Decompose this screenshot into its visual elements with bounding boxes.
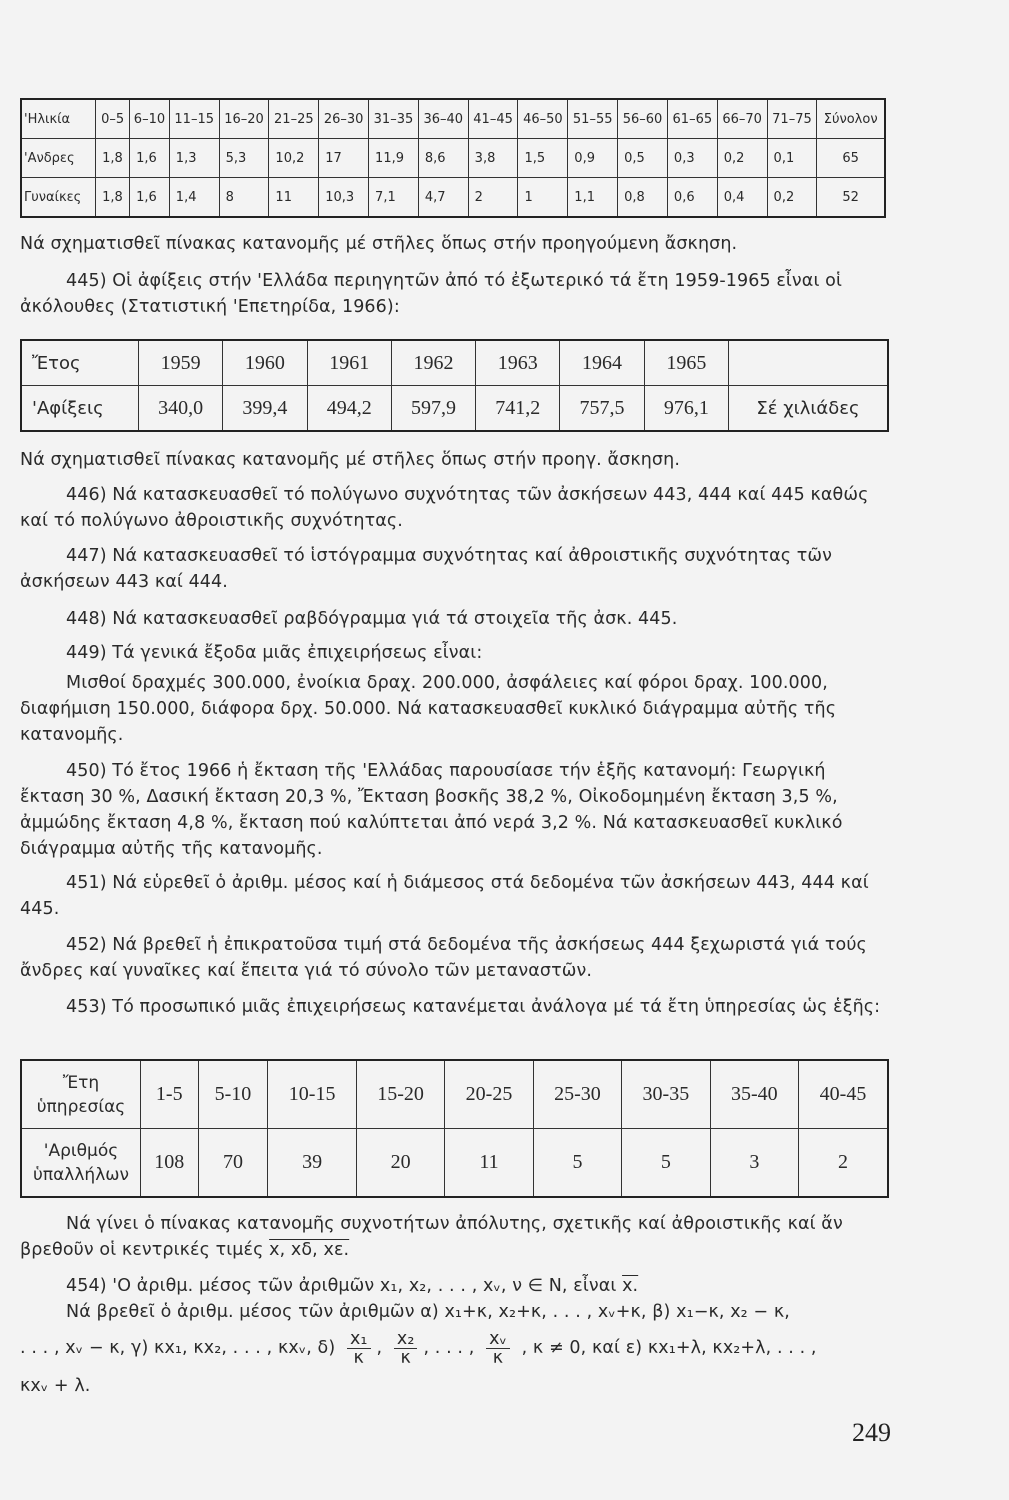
women-value-cell: 0,8 <box>618 178 668 218</box>
men-row <box>21 139 885 178</box>
exercise-454 <box>20 1273 892 1299</box>
fraction-denominator: κ <box>492 1347 504 1368</box>
men-value-cell: 11,9 <box>369 139 419 178</box>
exercise-446: 446) Νά κατασκευασθεῖ τό πολύγωνο συχνότητας τῶν ἀσκήσεων 443, 444 καί 445 καθώς καί τό πολύγωνο ἀθροιστικῆς συχνότητας. <box>20 485 869 531</box>
range-cell: 15-20 <box>356 1060 444 1129</box>
year-cell: 1962 <box>391 340 475 386</box>
year-cell: 1960 <box>223 340 307 386</box>
women-value-cell: 1,4 <box>169 178 219 218</box>
fraction-numerator: x₂ <box>394 1330 418 1349</box>
staff-service-table <box>20 1059 889 1198</box>
year-cell: 1961 <box>307 340 391 386</box>
men-total-cell: 65 <box>817 139 885 178</box>
women-row <box>21 178 885 218</box>
exercise-448: 448) Νά κατασκευασθεῖ ραβδόγραμμα γιά τά στοιχεῖα τῆς ἀσκ. 445. <box>66 609 678 629</box>
arrivals-cell: 340,0 <box>139 386 223 432</box>
mean-symbol: x. <box>622 1276 639 1296</box>
men-value-cell: 1,6 <box>130 139 170 178</box>
men-value-cell: 1,3 <box>169 139 219 178</box>
row-label-year: Ἔτος <box>21 340 139 386</box>
women-total-cell: 52 <box>817 178 885 218</box>
women-value-cell: 1 <box>518 178 568 218</box>
count-cell: 5 <box>622 1129 710 1198</box>
range-cell: 25-30 <box>533 1060 621 1129</box>
frequency-paragraph <box>20 1211 892 1263</box>
men-value-cell: 10,2 <box>269 139 319 178</box>
count-cell: 11 <box>445 1129 533 1198</box>
label-line: ὑπαλλήλων <box>33 1164 129 1185</box>
women-value-cell: 4,7 <box>418 178 468 218</box>
row-label-women: Γυναίκες <box>21 178 96 218</box>
employee-count-row <box>21 1129 888 1198</box>
paragraph: Νά σχηματισθεῖ πίνακας κατανομῆς μέ στῆλες ὅπως στήν προηγούμενη ἄσκηση. <box>20 234 738 254</box>
year-cell: 1964 <box>560 340 644 386</box>
exercise-449: 449) Τά γενικά ἔξοδα μιᾶς ἐπιχειρήσεως εἶναι: <box>66 643 483 663</box>
fraction <box>486 1330 510 1367</box>
expenses-paragraph: Μισθοί δραχμές 300.000, ἐνοίκια δραχ. 200.000, ἀσφάλειες καί φόροι δραχ. 100.000, διαφήμιση 150.000, διάφορα δρχ. 50.000. Νά κατασκευασθεῖ κυκλικό διάγραμμα αὐτῆς τῆς κατανομῆς. <box>20 673 837 745</box>
men-value-cell: 17 <box>319 139 369 178</box>
arrivals-cell: 399,4 <box>223 386 307 432</box>
age-group-cell: 41–45 <box>468 99 518 139</box>
label-line: Ἔτη <box>62 1072 100 1093</box>
age-distribution-table <box>20 98 886 218</box>
range-cell: 5-10 <box>198 1060 268 1129</box>
count-cell: 3 <box>710 1129 798 1198</box>
paragraph-text: Νά γίνει ὁ πίνακας κατανομῆς συχνοτήτων ἀπόλυτης, σχετικῆς καί ἀθροιστικῆς καί ἄν βρεθοῦν οἱ κεντρικές τιμές <box>20 1214 843 1260</box>
women-value-cell: 2 <box>468 178 518 218</box>
age-group-cell: 26–30 <box>319 99 369 139</box>
men-value-cell: 0,1 <box>767 139 817 178</box>
men-value-cell: 8,6 <box>418 139 468 178</box>
formula-line: . . . , xᵥ − κ, γ) κx₁, κx₂, . . . , κxᵥ, δ) $\frac{\text{x₁}}{\kappa}$ , $\frac{\text{x₂}}{\kappa}$ , . . . , $\frac{\text{xᵥ}}{\kappa}$ , κ ≠ 0, καί ε) κx₁+λ, κx₂+λ, . . . , <box>20 1328 817 1368</box>
count-cell: 39 <box>268 1129 356 1198</box>
paragraph-text: , κ ≠ 0, καί ε) κx₁+λ, κx₂+λ, . . . , <box>521 1338 817 1358</box>
age-group-cell: 61–65 <box>667 99 717 139</box>
range-cell: 40-45 <box>799 1060 888 1129</box>
fraction-numerator: x₁ <box>347 1330 371 1349</box>
fraction-denominator: κ <box>400 1347 411 1368</box>
central-values: x, xδ, xε. <box>269 1240 350 1260</box>
row-label-service-years <box>21 1060 141 1129</box>
age-group-cell: 46–50 <box>518 99 568 139</box>
women-value-cell: 0,6 <box>667 178 717 218</box>
men-value-cell: 0,9 <box>568 139 618 178</box>
men-value-cell: 1,5 <box>518 139 568 178</box>
women-value-cell: 10,3 <box>319 178 369 218</box>
age-group-cell: 21–25 <box>269 99 319 139</box>
row-label-age: 'Ηλικία <box>21 99 96 139</box>
range-cell: 1-5 <box>141 1060 199 1129</box>
row-label-arrivals: 'Αφίξεις <box>21 386 139 432</box>
men-value-cell: 0,2 <box>717 139 767 178</box>
women-value-cell: 1,6 <box>130 178 170 218</box>
range-cell: 35-40 <box>710 1060 798 1129</box>
fraction-numerator: xᵥ <box>486 1330 510 1349</box>
tourist-arrivals-table <box>20 339 889 432</box>
age-group-cell: 11–15 <box>169 99 219 139</box>
women-value-cell: 0,4 <box>717 178 767 218</box>
count-cell: 70 <box>198 1129 268 1198</box>
service-years-row <box>21 1060 888 1129</box>
exercise-445: 445) Οἱ ἀφίξεις στήν 'Ελλάδα περιηγητῶν ἀπό τό ἐξωτερικό τά ἔτη 1959-1965 εἶναι οἱ ἀκόλουθες (Στατιστική 'Επετηρίδα, 1966): <box>20 271 842 317</box>
women-value-cell: 11 <box>269 178 319 218</box>
fraction-denominator: κ <box>353 1347 364 1368</box>
arrivals-cell: 741,2 <box>476 386 560 432</box>
paragraph-text: 454) 'Ο ἀριθμ. μέσος τῶν ἀριθμῶν x₁, x₂, . . . , xᵥ, ν ∈ Ν, εἶναι <box>66 1276 617 1296</box>
women-value-cell: 8 <box>219 178 269 218</box>
range-cell: 30-35 <box>622 1060 710 1129</box>
women-value-cell: 1,8 <box>96 178 130 218</box>
arrivals-row <box>21 386 888 432</box>
age-group-cell: 71–75 <box>767 99 817 139</box>
arrivals-cell: 757,5 <box>560 386 644 432</box>
year-cell: 1959 <box>139 340 223 386</box>
age-group-cell: 31–35 <box>369 99 419 139</box>
year-cell: 1963 <box>476 340 560 386</box>
label-line: 'Αριθμός <box>43 1140 119 1161</box>
row-label-employees <box>21 1129 141 1198</box>
year-row <box>21 340 888 386</box>
row-label-men: 'Ανδρες <box>21 139 96 178</box>
women-value-cell: 7,1 <box>369 178 419 218</box>
empty-cell <box>729 340 889 386</box>
age-group-cell: 66–70 <box>717 99 767 139</box>
exercise-447: 447) Νά κατασκευασθεῖ τό ἱστόγραμμα συχνότητας καί ἀθροιστικῆς συχνότητας τῶν ἀσκήσεων 443 καί 444. <box>20 546 833 592</box>
year-cell: 1965 <box>644 340 728 386</box>
age-group-cell: 56–60 <box>618 99 668 139</box>
count-cell: 2 <box>799 1129 888 1198</box>
men-value-cell: 0,3 <box>667 139 717 178</box>
count-cell: 5 <box>533 1129 621 1198</box>
arrivals-cell: 597,9 <box>391 386 475 432</box>
men-value-cell: 3,8 <box>468 139 518 178</box>
age-group-cell: Σύνολον <box>817 99 885 139</box>
count-cell: 20 <box>356 1129 444 1198</box>
arrivals-cell: 976,1 <box>644 386 728 432</box>
age-group-cell: 36–40 <box>418 99 468 139</box>
arrivals-cell: 494,2 <box>307 386 391 432</box>
age-group-cell: 51–55 <box>568 99 618 139</box>
men-value-cell: 1,8 <box>96 139 130 178</box>
fraction <box>394 1330 418 1367</box>
age-group-cell: 16–20 <box>219 99 269 139</box>
women-value-cell: 0,2 <box>767 178 817 218</box>
paragraph: Νά σχηματισθεῖ πίνακας κατανομῆς μέ στῆλες ὅπως στήν προηγ. ἄσκηση. <box>20 450 680 470</box>
unit-cell: Σέ χιλιάδες <box>729 386 889 432</box>
exercise-453: 453) Τό προσωπικό μιᾶς ἐπιχειρήσεως κατανέμεται ἀνάλογα μέ τά ἔτη ὑπηρεσίας ὡς ἑξῆς: <box>66 997 881 1017</box>
count-cell: 108 <box>141 1129 199 1198</box>
range-cell: 20-25 <box>445 1060 533 1129</box>
age-group-cell: 0–5 <box>96 99 130 139</box>
exercise-452: 452) Νά βρεθεῖ ἡ ἐπικρατοῦσα τιμή στά δεδομένα τῆς ἀσκήσεως 444 ξεχωριστά γιά τούς ἄνδρες καί γυναῖκες καί ἔπειτα γιά τό σύνολο τῶν μεταναστῶν. <box>20 935 867 981</box>
age-group-cell: 6–10 <box>130 99 170 139</box>
men-value-cell: 0,5 <box>618 139 668 178</box>
paragraph-text: . . . , xᵥ − κ, γ) κx₁, κx₂, . . . , κxᵥ, δ) <box>20 1338 336 1358</box>
men-value-cell: 5,3 <box>219 139 269 178</box>
exercise-451: 451) Νά εὑρεθεῖ ὁ ἀριθμ. μέσος καί ἡ διάμεσος στά δεδομένα τῶν ἀσκήσεων 443, 444 καί 445. <box>20 873 869 919</box>
exercise-450: 450) Τό ἔτος 1966 ἡ ἔκταση τῆς 'Ελλάδας παρουσίασε τήν ἑξῆς κατανομή: Γεωργική ἔκταση 30 %, Δασική ἔκταση 20,3 %, Ἔκταση βοσκῆς 38,2 %, Οἰκοδομημένη ἔκταση 3,5 %, ἀμμώδης ἔκταση 4,8 %, ἔκταση πού καλύπτεται ἀπό νερά 3,2 %. Νά κατασκευασθεῖ κυκλικό διάγραμμα αὐτῆς τῆς κατανομῆς. <box>20 761 843 859</box>
range-cell: 10-15 <box>268 1060 356 1129</box>
paragraph: κxᵥ + λ. <box>20 1376 91 1396</box>
age-header-row <box>21 99 885 139</box>
page-number: 249 <box>852 1418 891 1447</box>
women-value-cell: 1,1 <box>568 178 618 218</box>
paragraph: Νά βρεθεῖ ὁ ἀριθμ. μέσος τῶν ἀριθμῶν α) x₁+κ, x₂+κ, . . . , xᵥ+κ, β) x₁−κ, x₂ − κ, <box>66 1302 790 1322</box>
fraction <box>347 1330 371 1367</box>
label-line: ὑπηρεσίας <box>36 1096 126 1117</box>
